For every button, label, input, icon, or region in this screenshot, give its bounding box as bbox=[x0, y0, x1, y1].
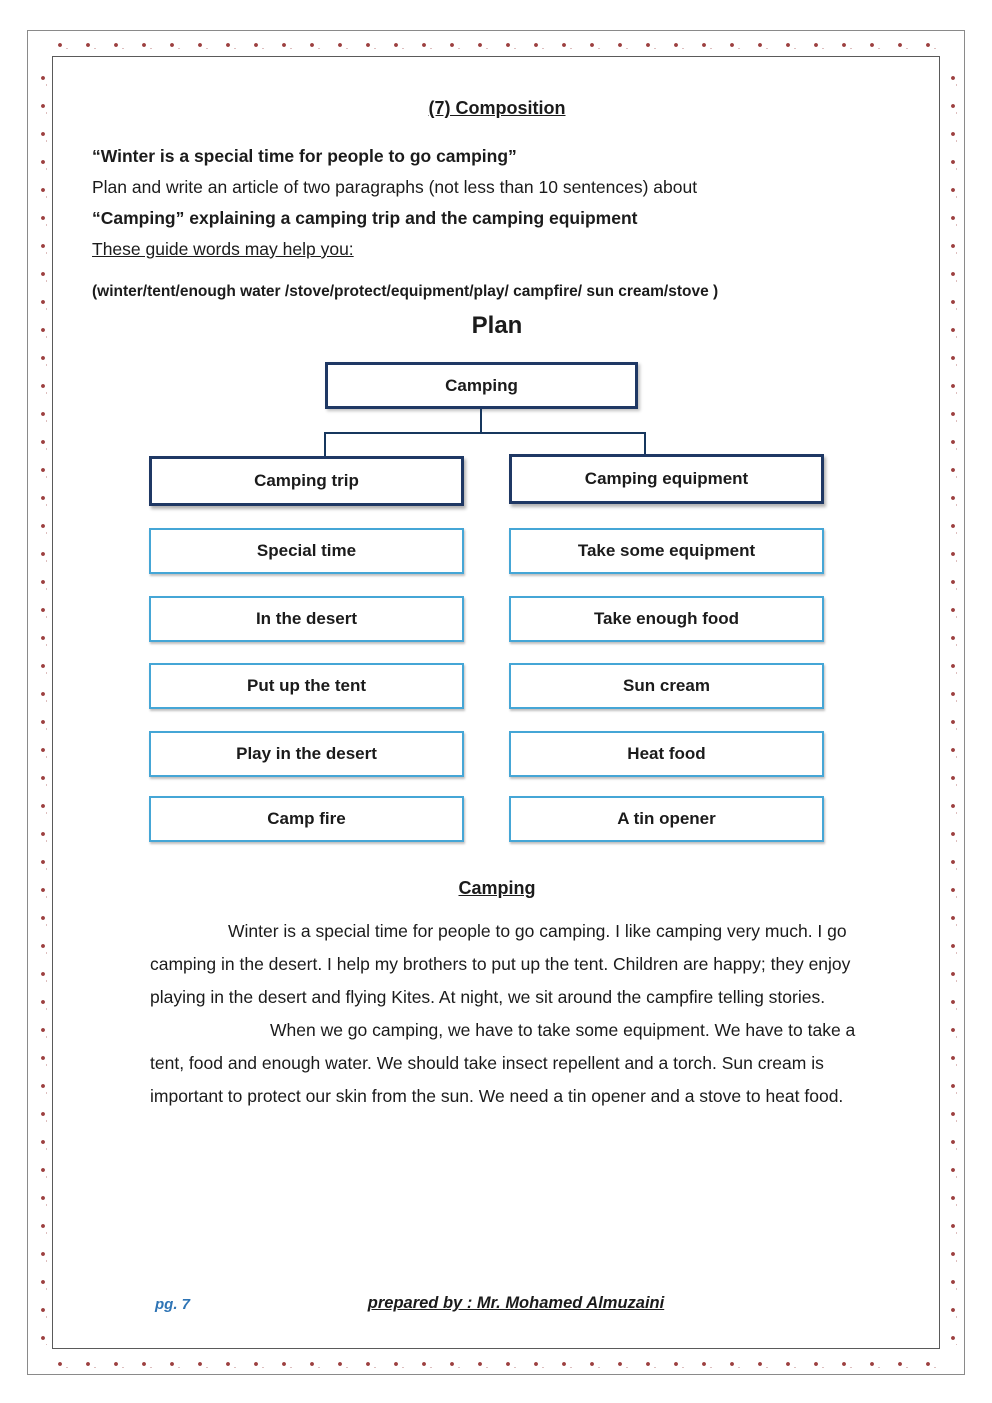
essay-paragraph-1: Winter is a special time for people to go camping. I like camping very much. I go camping in the desert. I help my brothers to put up the tent. Children are happy; they enjoy playing in the desert and flying Kites. At night, we sit around the campfire telling stories. bbox=[150, 921, 851, 1007]
intro-section bbox=[92, 141, 902, 265]
connector-root-vertical bbox=[480, 409, 482, 433]
flowchart-item-take-enough-food: Take enough food bbox=[509, 596, 824, 642]
ornament-band-bottom bbox=[40, 1356, 952, 1368]
page-content bbox=[58, 58, 934, 1347]
essay-paragraph-2: When we go camping, we have to take some equipment. We have to take a tent, food and enough water. We should take insect repellent and a torch. Sun cream is important to protect our skin from the sun. We need a tin opener and a stove to heat food. bbox=[150, 1020, 856, 1106]
flowchart-root-box: Camping bbox=[325, 362, 638, 409]
intro-line-quote: “Winter is a special time for people to go camping” bbox=[92, 146, 517, 166]
flowchart-item-heat-food: Heat food bbox=[509, 731, 824, 777]
essay-heading: Camping bbox=[458, 878, 536, 898]
connector-left-vertical bbox=[324, 432, 326, 457]
intro-line-task: Plan and write an article of two paragraphs (not less than 10 sentences) about bbox=[92, 177, 698, 197]
connector-horizontal bbox=[324, 432, 646, 434]
flowchart-item-camp-fire: Camp fire bbox=[149, 796, 464, 842]
intro-line-guide: These guide words may help you: bbox=[92, 239, 354, 259]
ornament-band-right bbox=[945, 58, 957, 1345]
plan-heading: Plan bbox=[471, 312, 523, 339]
flowchart-header-camping-trip: Camping trip bbox=[149, 456, 464, 506]
flowchart-item-sun-cream: Sun cream bbox=[509, 663, 824, 709]
flowchart-item-a-tin-opener: A tin opener bbox=[509, 796, 824, 842]
page-number: pg. 7 bbox=[155, 1296, 191, 1313]
flowchart-item-play-in-the-desert: Play in the desert bbox=[149, 731, 464, 777]
plan-flowchart bbox=[92, 354, 902, 854]
flowchart-header-camping-equipment: Camping equipment bbox=[509, 454, 824, 504]
intro-line-topic: “Camping” explaining a camping trip and the camping equipment bbox=[92, 208, 638, 228]
ornament-band-left bbox=[35, 58, 47, 1345]
page-title: (7) Composition bbox=[428, 98, 566, 118]
flowchart-item-take-some-equipment: Take some equipment bbox=[509, 528, 824, 574]
flowchart-item-put-up-the-tent: Put up the tent bbox=[149, 663, 464, 709]
connector-right-vertical bbox=[644, 432, 646, 455]
flowchart-item-special-time: Special time bbox=[149, 528, 464, 574]
essay-section bbox=[92, 915, 902, 1113]
prepared-by: prepared by : Mr. Mohamed Almuzaini bbox=[367, 1294, 665, 1312]
flowchart-item-in-the-desert: In the desert bbox=[149, 596, 464, 642]
ornament-band-top bbox=[40, 37, 952, 49]
guide-words: (winter/tent/enough water /stove/protect/equipment/play/ campfire/ sun cream/stove ) bbox=[92, 283, 719, 300]
